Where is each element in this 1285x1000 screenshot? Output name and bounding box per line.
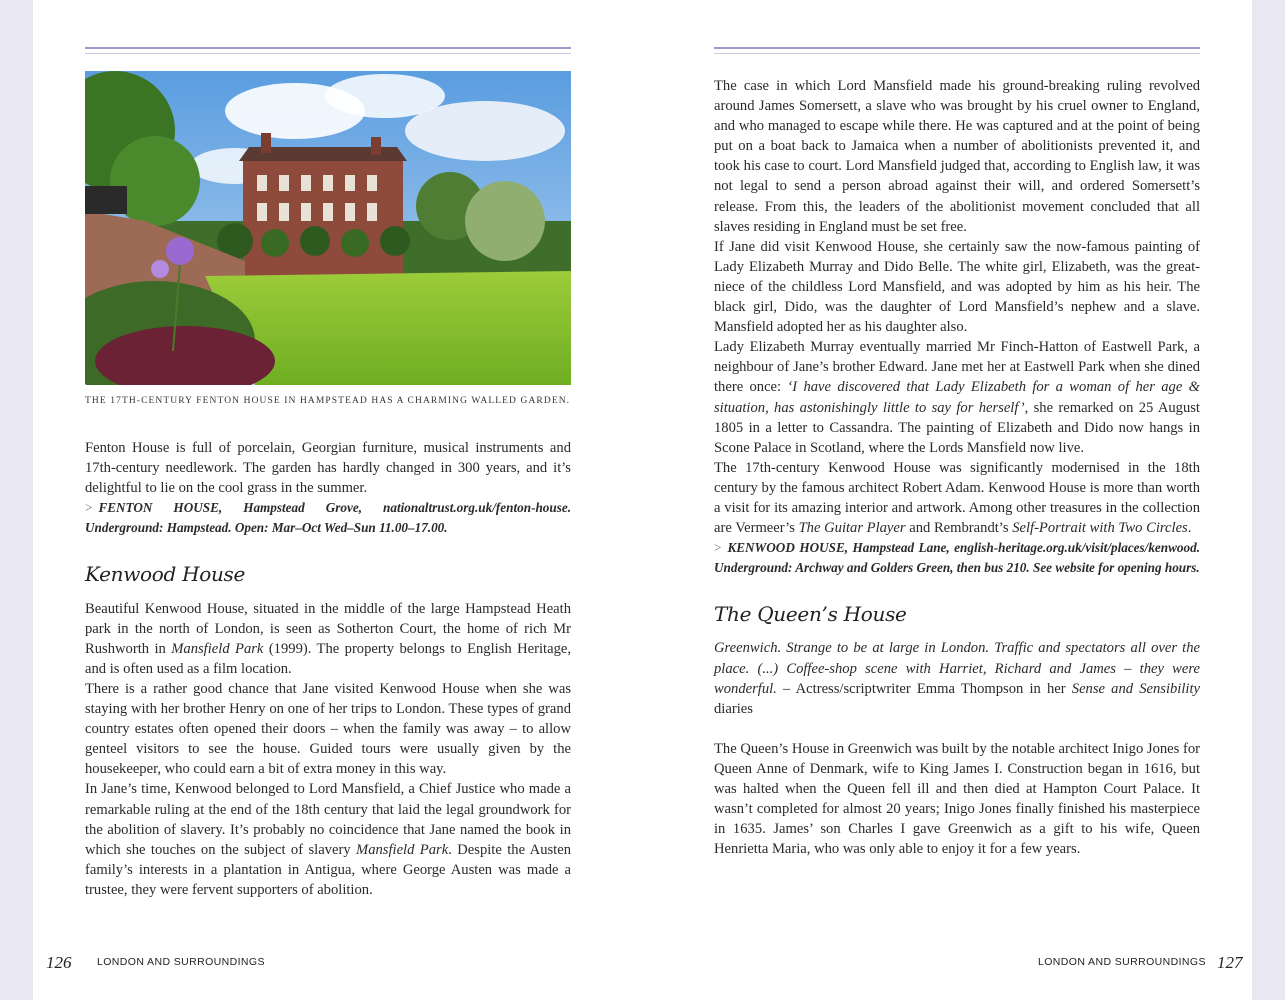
painting-paragraph: If Jane did visit Kenwood House, she certainly saw the now-famous painting of Lady Elizabeth Murray and Dido Belle. The white girl, Elizabeth, was the great-niece of the childless Lord Mansfield, and was adopted by him as his heir. The black girl, Dido, was the daughter of Lord Mansfield’s nephew and a slave. Mansfield adopted her as his daughter also. [714,238,1200,336]
kenwood-paragraph-1: Beautiful Kenwood House, situated in the middle of the large Hampstead Heath park in the north of London, is seen as Sotherton Court, the home of rich Mr Rushworth in Mansfield Park (1999). The property belongs to English Heritage, and is often used as a film location. [85,600,571,677]
fenton-info [85,498,571,538]
queens-house-paragraph: The Queen’s House in Greenwich was built by the notable architect Inigo Jones for Queen Anne of Denmark, wife to King James I. Construction began in 1616, but was halted when the Queen fell ill and then died at Hampton Court Palace. It wasn’t completed for almost 20 years; Inigo Jones finally finished his masterpiece in 1635. James’ son Charles I gave Greenwich as a gift to his wife, Queen Henrietta Maria, who was only able to enjoy it for a few years. [714,740,1200,858]
info-arrow-icon: > [714,540,722,556]
kenwood-heading: Kenwood House [85,562,246,587]
left-running-footer: LONDON AND SURROUNDINGS [97,956,265,968]
fenton-paragraph: Fenton House is full of porcelain, Georgian furniture, musical instruments and 17th-century needlework. The garden has hardly changed in 300 years, and it’s delightful to lie on the cool grass in the summer. [85,440,571,497]
left-text-column [85,438,571,900]
right-header-rule [714,47,1200,54]
fenton-house-photo [85,71,571,385]
photo-caption: THE 17TH-CENTURY FENTON HOUSE IN HAMPSTEAD HAS A CHARMING WALLED GARDEN. [85,396,571,406]
finch-hatton-paragraph: Lady Elizabeth Murray eventually married Mr Finch-Hatton of Eastwell Park, a neighbour of Jane’s brother Edward. Jane met her at Eastwell Park when she dined there once: ‘I have discovered that Lady Elizabeth for a woman of her age & situation, has astonishingly little to say for herself’, she remarked on 25 August 1805 in a letter to Cassandra. The painting of Elizabeth and Dido now hangs in Scone Palace in Scotland, where the Lords Mansfield now live. [714,339,1200,456]
left-header-rule [85,47,571,54]
info-arrow-icon: > [85,500,93,516]
fenton-info-text: FENTON HOUSE, Hampstead Grove, nationaltrust.org.uk/fenton-house. Underground: Hampstead. Open: Mar–Oct Wed–Sun 11.00–17.00. [85,500,571,536]
kenwood-paragraph-3: In Jane’s time, Kenwood belonged to Lord Mansfield, a Chief Justice who made a remarkable ruling at the end of the 18th century that laid the legal groundwork for the abolition of slavery. It’s probably no coincidence that Jane named the book in which she touches on the subject of slavery Mansfield Park. Despite the Austen family’s interests in a plantation in Antigua, where George Austen was made a trustee, they were fervent supporters of abolition. [85,781,572,898]
kenwood-paragraph-2: There is a rather good chance that Jane visited Kenwood House when she was staying with her brother Henry on one of her trips to London. These types of grand country estates often opened their doors – when the family was away – to allow genteel visitors to see the house. Guided tours were usually given by the housekeeper, who could earn a bit of extra money in this way. [85,680,571,778]
right-page-number: 127 [1217,953,1243,972]
kenwood-info-text: KENWOOD HOUSE, Hampstead Lane, english-heritage.org.uk/visit/places/kenwood. Underground: Archway and Golders Green, then bus 210. See website for opening hours. [714,540,1200,576]
left-page-number: 126 [46,953,72,972]
paragraph-gap [714,719,1200,739]
queens-house-heading: The Queen’s House [714,602,907,627]
right-running-footer: LONDON AND SURROUNDINGS [1038,956,1206,968]
book-spread [33,0,1252,1000]
somersett-paragraph: The case in which Lord Mansfield made his ground-breaking ruling revolved around James Somersett, a slave who was brought by his cruel owner to England, and who managed to escape while there. He was captured and at the point of being put on a boat back to Jamaica when a number of abolitionists prevented it, and took his case to court. Lord Mansfield judged that, according to English law, it was not legal to send a person abroad against their will, and ordered Somersett’s release. From this, the leaders of the abolitionist movement concluded that all slaves residing in England must be set free. [714,78,1200,235]
thompson-quote: Greenwich. Strange to be at large in London. Traffic and spectators all over the place. (...) Coffee-shop scene with Harriet, Richard and James – they were wonderful. – Actress/scriptwriter Emma Thompson in her Sense and Sensibility diaries [714,640,1200,717]
robert-adam-paragraph: The 17th-century Kenwood House was significantly modernised in the 18th century by the famous architect Robert Adam. Kenwood House is more than worth a visit for its amazing interior and artwork. Among other treasures in the collection are Vermeer’s The Guitar Player and Rembrandt’s Self-Portrait with Two Circles. [714,459,1200,537]
kenwood-info [714,538,1200,578]
right-text-column [714,76,1200,859]
